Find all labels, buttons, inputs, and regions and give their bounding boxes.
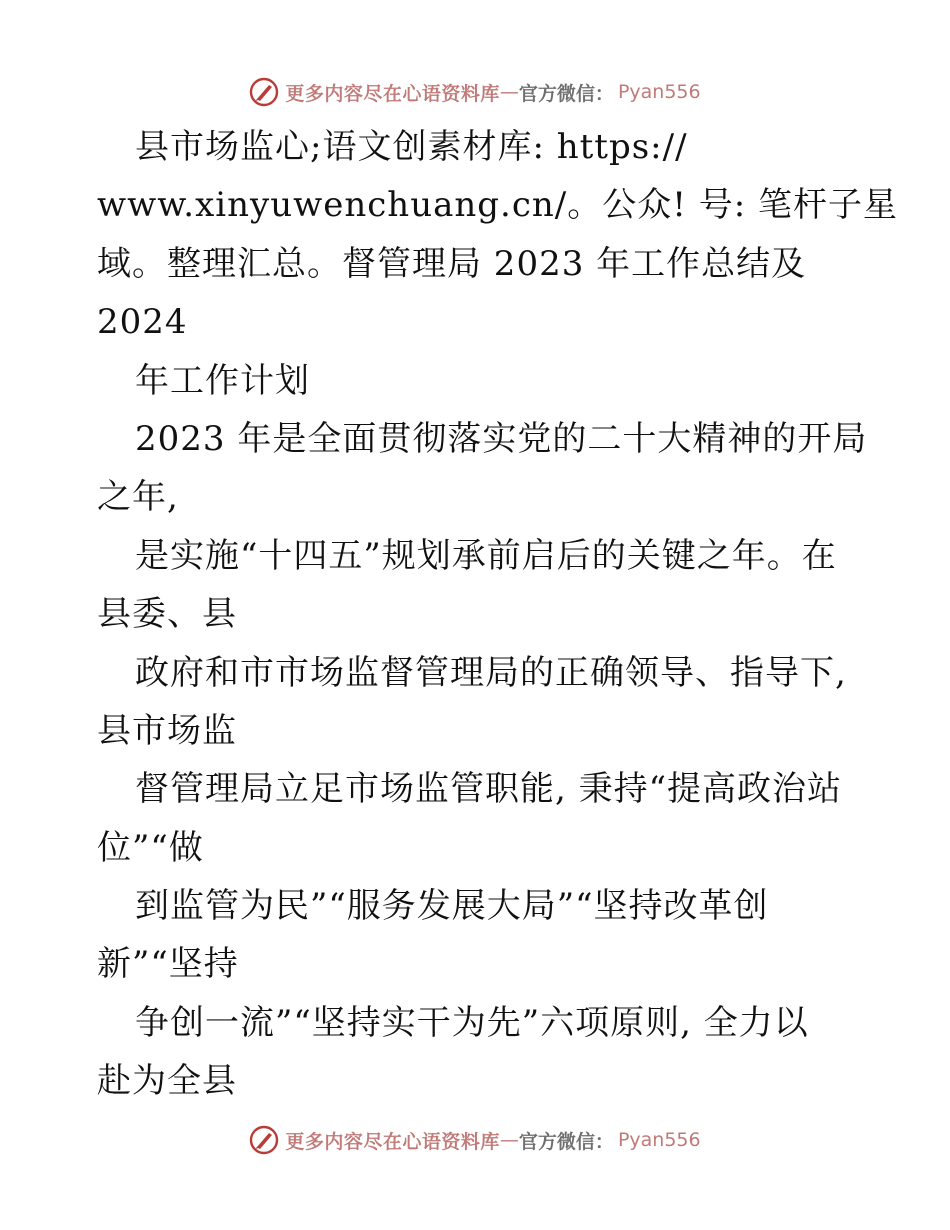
quill-logo-icon bbox=[249, 1125, 279, 1155]
text-line: 县市场监心;语文创素材库: https:// bbox=[135, 127, 688, 167]
text-line: 县委、县 bbox=[97, 594, 237, 635]
document-body bbox=[97, 118, 898, 1111]
text-line: 督管理局立足市场监管职能, 秉持“提高政治站 bbox=[135, 769, 842, 810]
banner-wechat-id: Pyan556 bbox=[617, 81, 701, 103]
banner-wechat-id: Pyan556 bbox=[617, 1129, 701, 1151]
text-line: www.xinyuwenchuang.cn/。公众! 号: 笔杆子星 bbox=[97, 185, 898, 226]
banner-wechat-label: 官方微信： bbox=[518, 82, 614, 105]
text-line: 是实施“十四五”规划承前启后的关键之年。在 bbox=[135, 535, 837, 576]
text-line: 2024 bbox=[97, 302, 188, 343]
banner-separator: — bbox=[499, 81, 519, 103]
text-line: 位”“做 bbox=[97, 827, 204, 868]
header-banner bbox=[0, 72, 950, 112]
text-line: 政府和市市场监督管理局的正确领导、指导下, bbox=[135, 652, 847, 693]
text-line: 争创一流”“坚持实干为先”六项原则, 全力以 bbox=[135, 1002, 809, 1043]
text-line: 新”“坚持 bbox=[97, 944, 239, 985]
text-line: 赴为全县 bbox=[97, 1061, 237, 1102]
footer-banner bbox=[0, 1120, 950, 1160]
text-line: 年工作计划 bbox=[135, 360, 310, 401]
text-line: 2023 年是全面贯彻落实党的二十大精神的开局 bbox=[135, 418, 868, 459]
text-line: 之年, bbox=[97, 477, 179, 518]
banner-slogan: 更多内容尽在心语资料库 bbox=[285, 1130, 500, 1153]
text-line: 域。整理汇总。督管理局 2023 年工作总结及 bbox=[97, 243, 807, 284]
banner-wechat-label: 官方微信： bbox=[518, 1130, 614, 1153]
text-line: 县市场监 bbox=[97, 710, 237, 751]
banner-slogan: 更多内容尽在心语资料库 bbox=[285, 82, 500, 105]
banner-separator: — bbox=[499, 1129, 519, 1151]
quill-logo-icon bbox=[249, 77, 279, 107]
text-line: 到监管为民”“服务发展大局”“坚持改革创 bbox=[135, 886, 769, 927]
